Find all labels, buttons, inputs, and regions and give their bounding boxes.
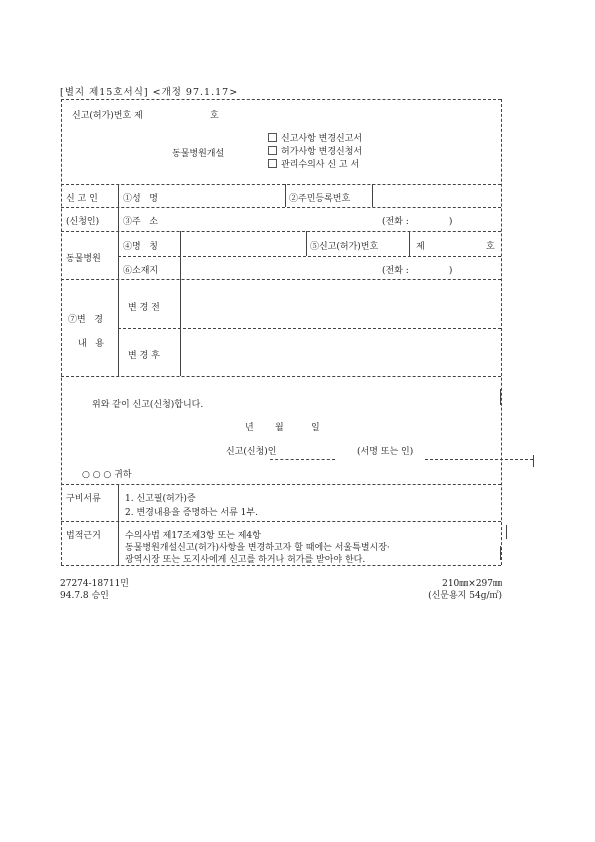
checkbox-icon: [268, 133, 277, 142]
before-label: 변 경 전: [128, 303, 160, 313]
form-title: 동물병원개설: [172, 149, 225, 159]
hospital-name-label: ④명 칭: [123, 242, 158, 252]
reporter-label-2: (신청인): [66, 217, 100, 227]
rrn-field[interactable]: [376, 186, 498, 205]
signature-label: (서명 또는 인): [357, 447, 414, 457]
before-field[interactable]: [184, 282, 498, 326]
paper-size: 210㎜×297㎜: [442, 579, 502, 589]
hospital-license-label: ⑤신고(허가)번호: [310, 242, 379, 252]
license-number-label: 신고(허가)번호 제: [72, 111, 143, 121]
document-item: 2. 변경내용을 증명하는 서류 1부.: [125, 508, 258, 518]
reporter-label: 신 고 인: [66, 194, 98, 204]
document-item: 1. 신고필(허가)증: [125, 494, 196, 504]
phone-label: (전화 : ): [382, 217, 453, 227]
signer-label: 신고(신청)인: [226, 447, 277, 457]
approval-date: 94.7.8 승인: [60, 591, 109, 601]
form-id: [별지 제15호서식] <개정 97.1.17>: [60, 87, 239, 98]
change-label: ⑦변 경: [68, 315, 103, 325]
address-label: ③주 소: [123, 217, 158, 227]
recipient: ○ ○ ○ 귀하: [82, 470, 132, 480]
change-label-2: 내 용: [78, 339, 104, 349]
name-label: ①성 명: [123, 194, 158, 204]
checkbox-icon: [268, 146, 277, 155]
checkbox-icon: [268, 159, 277, 168]
option-report-change[interactable]: 신고사항 변경신고서: [268, 131, 362, 144]
location-field[interactable]: [182, 258, 378, 277]
option-permit-change[interactable]: 허가사항 변경신청서: [268, 144, 362, 157]
declaration-statement: 위와 같이 신고(신청)합니다.: [92, 400, 204, 410]
hospital-license-prefix: 제: [416, 242, 425, 252]
date-month: 월: [275, 423, 284, 433]
location-label: ⑥소재지: [123, 266, 159, 276]
signature-line[interactable]: [425, 459, 533, 460]
documents-label: 구비서류: [66, 494, 101, 504]
license-number-suffix: 호: [210, 111, 219, 121]
legal-basis-label: 법적근거: [66, 531, 101, 541]
rrn-label: ②주민등록번호: [289, 194, 351, 204]
option-vet-manager[interactable]: 관리수의사 신 고 서: [268, 157, 359, 170]
address-field[interactable]: [182, 209, 378, 229]
form-code: 27274-18711민: [60, 579, 129, 589]
paper-type: (신문용지 54g/㎡): [428, 591, 502, 601]
hospital-phone-label: (전화 : ): [382, 266, 453, 276]
hospital-name-field[interactable]: [182, 233, 302, 253]
signer-line[interactable]: [270, 459, 335, 460]
after-field[interactable]: [184, 331, 498, 374]
date-year: 년: [245, 423, 254, 433]
legal-basis-line: 수의사법 제17조제3항 또는 제4항: [125, 531, 261, 541]
hospital-license-suffix: 호: [486, 242, 495, 252]
name-field[interactable]: [182, 186, 282, 205]
legal-basis-line: 광역시장 또는 도지사에게 신고를 하거나 허가를 받아야 한다.: [125, 555, 366, 565]
after-label: 변 경 후: [128, 351, 160, 361]
hospital-label: 동물병원: [66, 254, 101, 264]
legal-basis-line: 동물병원개설신고(허가)사항을 변경하고자 할 때에는 서울특별시장·: [125, 543, 390, 553]
date-day: 일: [311, 423, 320, 433]
